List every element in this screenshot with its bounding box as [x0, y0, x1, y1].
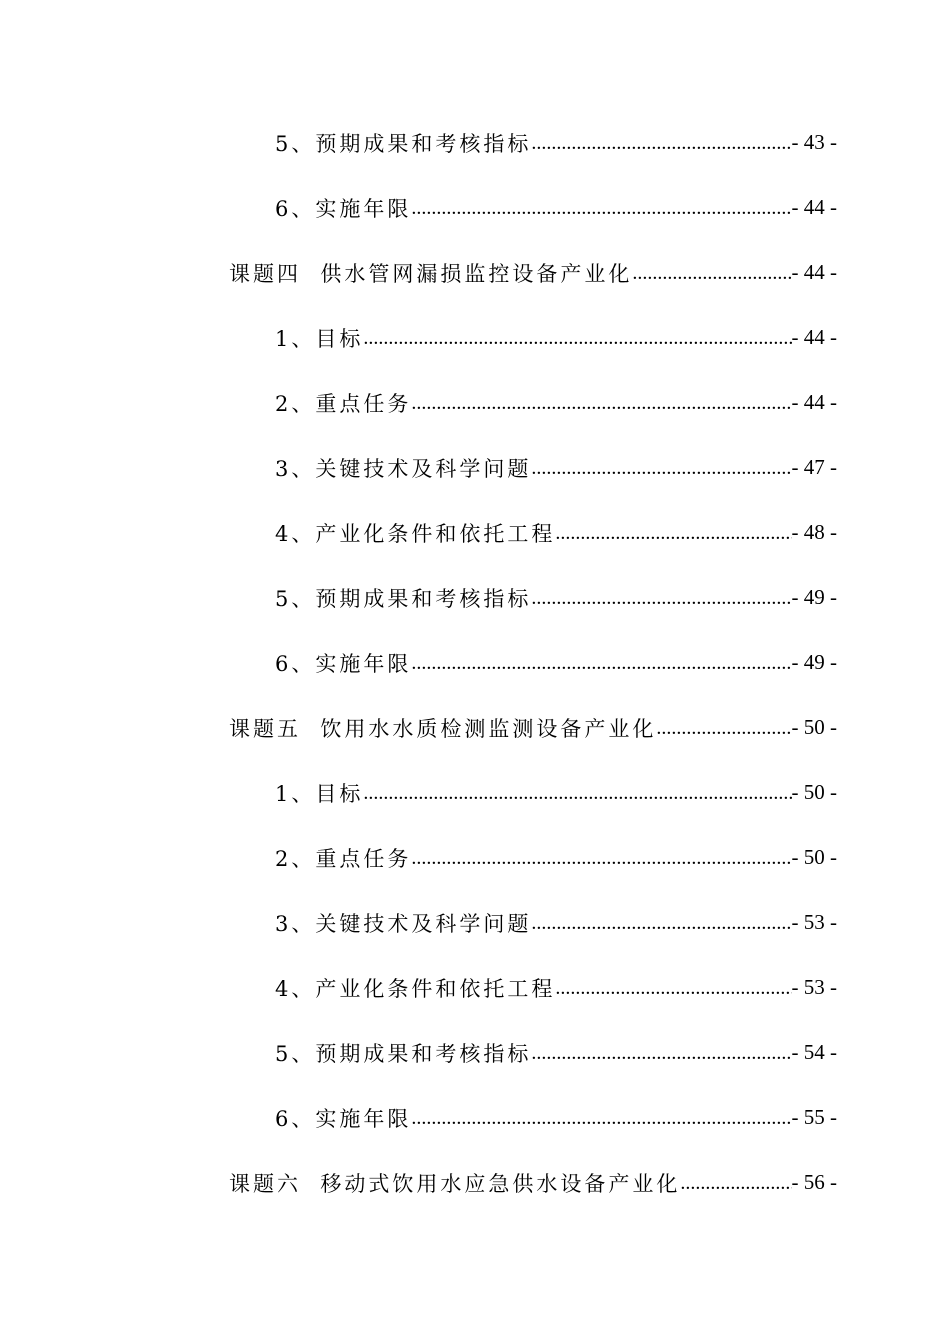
toc-entry-title: 3、关键技术及科学问题 [275, 456, 532, 481]
toc-entry-title: 3、关键技术及科学问题 [275, 911, 532, 936]
table-of-contents [0, 110, 950, 1215]
dot-leader [656, 717, 791, 740]
dot-leader [531, 457, 791, 480]
toc-entry[interactable] [0, 825, 837, 890]
toc-entry-title: 1、目标 [275, 781, 364, 806]
toc-entry-title: 5、预期成果和考核指标 [275, 586, 532, 611]
toc-entry-title: 2、重点任务 [275, 391, 412, 416]
dot-leader [531, 912, 791, 935]
toc-entry-page: - 54 - [791, 1040, 837, 1064]
toc-entry-page: - 55 - [791, 1105, 837, 1129]
toc-entry-page: - 44 - [791, 390, 837, 414]
toc-entry[interactable] [0, 175, 837, 240]
dot-leader [363, 327, 791, 350]
toc-entry-title: 4、产业化条件和依托工程 [275, 976, 556, 1001]
toc-entry[interactable] [0, 630, 837, 695]
toc-chapter-entry[interactable] [0, 695, 837, 760]
toc-entry[interactable] [0, 955, 837, 1020]
dot-leader [680, 1172, 791, 1195]
toc-chapter-entry[interactable] [0, 240, 837, 305]
toc-entry-title: 6、实施年限 [275, 651, 412, 676]
toc-entry-page: - 44 - [791, 325, 837, 349]
dot-leader [531, 1042, 791, 1065]
toc-entry-page: - 44 - [791, 195, 837, 219]
toc-entry[interactable] [0, 500, 837, 565]
toc-entry-page: - 49 - [791, 585, 837, 609]
toc-entry-page: - 48 - [791, 520, 837, 544]
dot-leader [411, 652, 791, 675]
dot-leader [363, 782, 791, 805]
toc-entry-title: 6、实施年限 [275, 196, 412, 221]
dot-leader [555, 977, 791, 1000]
toc-entry-title: 课题四 供水管网漏损监控设备产业化 [229, 261, 633, 286]
toc-entry[interactable] [0, 1085, 837, 1150]
toc-entry-page: - 43 - [791, 130, 837, 154]
toc-entry-page: - 50 - [791, 845, 837, 869]
toc-entry-title: 1、目标 [275, 326, 364, 351]
toc-entry-page: - 50 - [791, 780, 837, 804]
toc-entry[interactable] [0, 110, 837, 175]
dot-leader [411, 847, 791, 870]
dot-leader [555, 522, 791, 545]
dot-leader [411, 1107, 791, 1130]
dot-leader [632, 262, 791, 285]
toc-chapter-entry[interactable] [0, 1150, 837, 1215]
toc-entry-page: - 44 - [791, 260, 837, 284]
toc-entry-page: - 49 - [791, 650, 837, 674]
toc-entry-page: - 56 - [791, 1170, 837, 1194]
toc-entry-title: 4、产业化条件和依托工程 [275, 521, 556, 546]
dot-leader [531, 587, 791, 610]
dot-leader [411, 197, 791, 220]
toc-entry-page: - 53 - [791, 910, 837, 934]
toc-entry-title: 2、重点任务 [275, 846, 412, 871]
toc-entry[interactable] [0, 1020, 837, 1085]
toc-entry-title: 5、预期成果和考核指标 [275, 131, 532, 156]
toc-entry[interactable] [0, 305, 837, 370]
toc-entry[interactable] [0, 890, 837, 955]
dot-leader [531, 132, 791, 155]
toc-entry-page: - 47 - [791, 455, 837, 479]
toc-entry-title: 5、预期成果和考核指标 [275, 1041, 532, 1066]
toc-entry[interactable] [0, 760, 837, 825]
toc-entry[interactable] [0, 435, 837, 500]
toc-entry-page: - 53 - [791, 975, 837, 999]
toc-entry-title: 6、实施年限 [275, 1106, 412, 1131]
toc-entry-title: 课题五 饮用水水质检测监测设备产业化 [229, 716, 657, 741]
toc-entry[interactable] [0, 565, 837, 630]
toc-entry-page: - 50 - [791, 715, 837, 739]
toc-entry[interactable] [0, 370, 837, 435]
toc-entry-title: 课题六 移动式饮用水应急供水设备产业化 [229, 1171, 681, 1196]
dot-leader [411, 392, 791, 415]
